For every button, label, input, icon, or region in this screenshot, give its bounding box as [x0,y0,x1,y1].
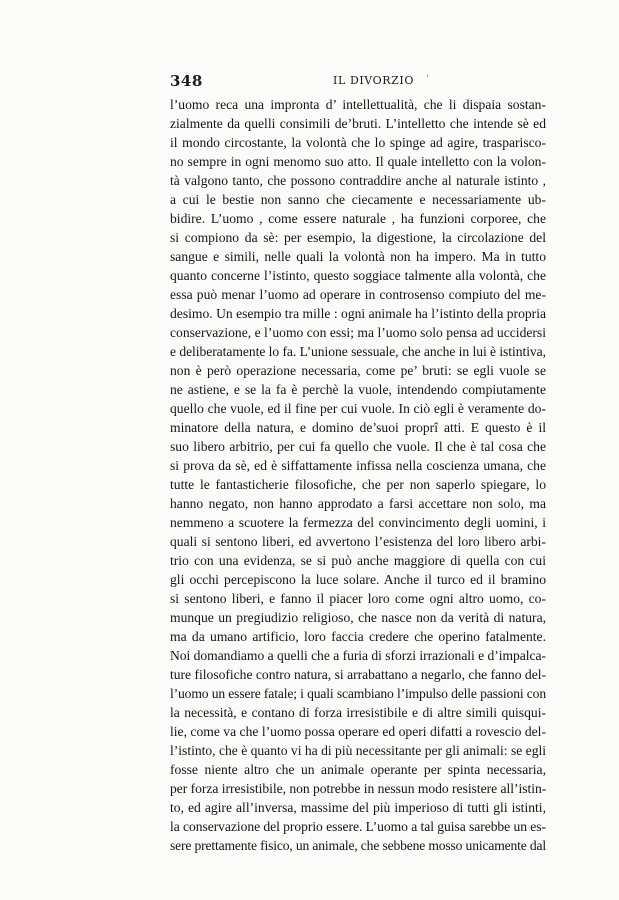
text-line: desimo. Un esempio tra mille : ogni animale ha l’istinto della propria [170,306,547,321]
text-line: lie, come va che l’uomo possa operare ed operi difatti a rovescio del- [170,724,546,739]
text-line: quello che vuole, ed il fine per cui vuole. In ciò egli è veramente do- [170,401,546,416]
text-line: si compiono da sè: per esempio, la digestione, la circolazione del [170,230,546,245]
text-line: munque un pregiudizio religioso, che nasce non da verità di natura, [170,610,546,625]
running-title: IL DIVORZIO [333,74,414,87]
text-line: minatore della natura, e domino de’suoi proprî atti. E questo è il [170,420,546,435]
text-line: tà valgono tanto, che possono contraddire anche al naturale istinto , [170,173,546,188]
text-line: suo libero arbitrio, per cui fa quello che vuole. Il che è tal cosa che [170,439,546,454]
text-line: la necessità, e contano di forza irresistibile e di altre simili quisqui- [170,705,546,720]
page-header [170,72,546,92]
text-line: a cui le bestie non sanno che ciecamente e necessariamente ub- [170,192,546,207]
text-line: to, ed agire all’inversa, massime del più imperioso di tutti gli istinti, [170,800,546,815]
text-line: no sempre in ogni menomo suo atto. Il quale intelletto con la volon- [170,154,546,169]
text-line: l’uomo reca una impronta d’ intellettualità, che li dispaia sostan- [170,97,546,112]
text-line: sere prettamente fisico, un animale, che sebbene mosso unicamente dal [170,838,546,853]
text-line: ne astiene, e se la fa è perchè la vuole, intendendo compiutamente [170,382,546,397]
text-line: nemmeno a scuotere la fermezza del convincimento degli uomini, i [170,515,546,530]
text-line: fosse niente altro che un animale operante per spinta necessaria, [170,762,546,777]
text-line: trio con una evidenza, se si può anche maggiore di quella con cui [170,553,546,568]
text-line: gli occhi percepiscono la luce solare. Anche il turco ed il bramino [170,572,546,587]
text-line: il mondo circostante, la volontà che lo spinge ad agire, traspariscо- [170,135,546,150]
text-line: l’uomo un essere fatale; i quali scambiano l’impulso delle passioni con [170,686,546,701]
text-line: quali si sentono liberi, ed avvertono l’esistenza del loro libero arbi- [170,534,546,549]
text-line: e deliberatamente lo fa. L’unione sessuale, che anche in lui è istintiva, [170,344,546,359]
text-line: quanto concerne l’istinto, questo soggiace talmente alla volontà, che [170,268,546,283]
print-mark: ‘ [426,74,429,84]
text-line: per forza irresistibile, non potrebbe in nessun modo resistere all’istin- [170,781,547,796]
text-line: ma da umano artificio, loro faccia credere che operino fatalmente. [170,629,546,644]
text-line: conservazione, e l’uomo con essi; ma l’uomo solo pensa ad uccidersi [170,325,546,340]
body-text [170,95,546,855]
text-line: essa può menar l’uomo ad operare in controsenso compiuto del me- [170,287,546,302]
text-line: la conservazione del proprio essere. L’uomo a tal guisa sarebbe un es- [170,819,546,834]
text-line: non è però operazione necessaria, come pe’ bruti: se egli vuole se [170,363,546,378]
page-number: 348 [170,72,203,90]
text-line: Noi domandiamo a quelli che a furia di sforzi irrazionali e d’impalca- [170,648,546,663]
text-line: ture filosofiche contro natura, si arrabattano a negarlo, che fanno del- [170,667,546,682]
text-line: sangue e simili, nelle quali la volontà non ha impero. Ma in tutto [170,249,546,264]
text-line: bidire. L’uomo , come essere naturale , ha funzioni corporee, che [170,211,546,226]
text-line: l’istinto, che è quanto vi ha di più necessitante per gli animali: se egli [170,743,546,758]
text-line: si prova da sè, ed è siffattamente infissa nella coscienza umana, che [170,458,546,473]
text-line: zialmente da quelli consimili de’bruti. L’intelletto che intende sè ed [170,116,546,131]
text-line: hanno negato, non hanno approdato a farsi accettare non solo, ma [170,496,546,511]
text-line: tutte le fantasticherie filosofiche, che per non saperlo spiegare, lo [170,477,546,492]
text-line: si sentono liberi, e fanno il piacer loro come ogni altro uomo, co- [170,591,546,606]
